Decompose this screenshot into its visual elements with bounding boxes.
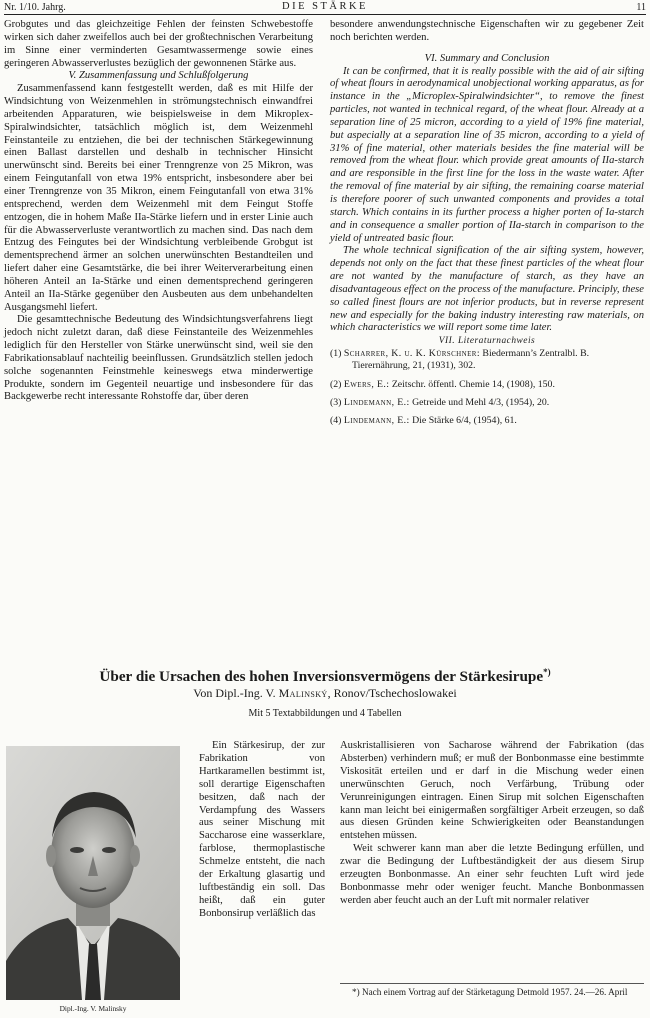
section-heading-6: VI. Summary and Conclusion (424, 52, 550, 64)
author-portrait (6, 746, 180, 1000)
page-header (4, 0, 646, 15)
article-right-column (340, 740, 644, 908)
portrait-caption: Dipl.-Ing. V. Malinsky (59, 1004, 127, 1013)
paragraph-significance: Die gesamttechnische Bedeutung des Windsichtungsverfahrens liegt jedoch nicht zuletzt daran, daß diese Feinstanteile des Weizenmehles lediglich für den Hersteller von Stärke unerwünscht sind, weil sie den Fabrikationsablauf nachteilig beeinflussen. Grundsätzlich stellen jedoch solche sogenannten Feinstmehle keineswegs etwa minderwertige Produkte, sondern im Gegenteil neuartige und insbesondere für das Backgewerbe recht interessante Rohstoffe dar, über deren (4, 314, 313, 403)
article-author: Von Dipl.-Ing. V. Malinský, Ronov/Tschechoslowakei (193, 686, 457, 700)
article-paragraph-1: Auskristallisieren von Sacharose während der Fabrikation (das Absterben) verhindern muß; er muß der Bonbonmasse eine bestimmte Viskosität erteilen und er darf in die Mischung weder einen unerwünschten Geruch, noch Verfärbung, Trübung oder Verunreinigungen eintragen. Einen Sirup mit solchen Eigenschaften kann man leicht bei einigermaßen sorgfältiger Arbeit erzeugen, so daß aus diesen Gründen keine Schwierigkeiten oder Beanstandungen entstehen müssen. (340, 740, 644, 842)
reference-item: (4) Lindemann, E.: Die Stärke 6/4, (1954), 61. (330, 414, 517, 426)
article-intro-paragraph: Ein Stärkesirup, der zur Fabrikation von Hartkaramellen bestimmt ist, soll derartige Eigenschaften besitzen, daß nach der Verdampfung des Wassers aus seiner Mischung mit Saccharose eine wasserklare, farblose, thermoplastische Schmelze entsteht, die nach der Erkaltung glasartig und luftbeständig ein soll. Das heißt, daß ein guter Bonbonsirup verläßlich das (199, 740, 325, 919)
right-column (330, 19, 644, 433)
reference-list (330, 348, 644, 427)
author-name: Malinský (278, 686, 328, 700)
section-heading-5: V. Zusammenfassung und Schlußfolgerung (68, 70, 249, 82)
left-column (4, 19, 313, 404)
reference-item: (2) Ewers, E.: Zeitschr. öffentl. Chemie 14, (1908), 150. (330, 378, 555, 390)
reference-item: (1) Scharrer, K. u. K. Kürschner: Biedermann’s Zentralbl. B. Tierernährung, 21, (1931), 302. (330, 348, 590, 372)
journal-title: DIE STÄRKE (282, 1, 368, 12)
paragraph-summary: Zusammenfassend kann festgestellt werden, daß es mit Hilfe der Windsichtung von Weizenmehlen in strömungstechnisch einwandfrei arbeitenden Apparaturen, wie beispielsweise in dem Mikroplex-Spiralwindsichter, tatsächlich möglich ist, dem Weizenmehl Feinstanteile zu entziehen, die bei der technischen Stärkegewinnung einen Ballast darstellen und deshalb in technischer Hinsicht unerwünscht sind. Bereits bei einer Trenngrenze von 25 Mikron, was einem Feingutanfall von etwa 19% entspricht, insbesondere aber bei einer Trenngrenze von 35 Mikron, einem Feingutanfall von etwa 31% entsprechend, werden dem Weizenmehl mit dem Feingut Stoffe entzogen, die in hohem Maße IIa-Stärke liefern und in erster Linie auch für die Abwasserverluste verantwortlich zu machen sind. Das nach dem Entzug des Feingutes bei der Windsichtung verbleibende Grobgut ist dementsprechend ärmer an solchen unerwünschten Bestandteilen und liefert daher eine Gesamtstärke, die bei ihrer Weiterverarbeitung einen höheren Anteil an Ia-Stärke und einen dementsprechend geringeren Anteil an IIa-Stärke gegenüber den Ausbeuten aus dem unbehandelten Ausgangsmehl liefert. (4, 83, 313, 313)
article-subtitle: Mit 5 Textabbildungen und 4 Tabellen (248, 708, 402, 719)
paragraph-summary-english: It can be confirmed, that it is really possible with the aid of air sifting of wheat flours in aerodynamical unobjectional working apparatus, as for instance in the „Microplex-Spiralwindsichter“, to remove the finest particles, not wanted in technical regard, of the wheat flour. Already at a separation line of 25 micron, according to a yield of 19% fine material, but aspecially at a separation line of 35 micron, according to a yield of 31% of fine material, other materials besides the fine material will be removed from the wheat flour. which provide great amounts of IIa-starch and are responsible in the first line for the loss in the waste water. After the removal of fine material by air sifting, the remaining coarse material is therefore poorer of such unwanted components and provides a total starch. Which contains in its further process a higher porten of Ia-starch and in consequence a smaller portion of IIa-starch in comparison to the yield of untreated basic flour. (330, 65, 644, 244)
article-footnote: *) Nach einem Vortrag auf der Stärketagung Detmold 1957. 24.—26. April (340, 983, 644, 999)
references-heading: VII. Literaturnachweis (438, 336, 536, 347)
paragraph-continuation-right: besondere anwendungstechnische Eigenschaften wir zu gegebener Zeit noch berichten werden. (330, 19, 644, 43)
reference-item: (3) Lindemann, E.: Getreide und Mehl 4/3, (1954), 20. (330, 396, 550, 408)
paragraph-significance-english: The whole technical signification of the air sifting system, however, depends not only on the fact that these finest particles of the wheat flour are not wanted by the manufacture of starch, as they have an disadvantageous effect on the process of the manufacture. Principly, these so called finest flours are not inferior products, but in reverse represent new and especially for the baking industry interesting raw materials, on which characteristics we will report some time later. (330, 245, 644, 334)
title-footnote-mark: *) (543, 667, 551, 677)
article-middle-column (199, 740, 325, 921)
page-number: 11 (636, 2, 646, 13)
article-title: Über die Ursachen des hohen Inversionsvermögens der Stärkesirupe*) (99, 667, 551, 686)
issue-number: Nr. 1/10. Jahrg. (4, 2, 66, 13)
paragraph-continuation: Grobgutes und das gleichzeitige Fehlen der feinsten Schwebestoffe wirken sich daher zweifellos auch bei der großtechnischen Verarbeitung im Sinne einer verminderten Gesamtwassermenge sowie eines geringeren Abwasserverlustes bezüglich der gewonnenen Stärke aus. (4, 19, 313, 69)
article-paragraph-2: Weit schwerer kann man aber die letzte Bedingung erfüllen, und zwar die Bedingung der Luftbeständigkeit der aus diesem Sirup erzeugten Bonbonmasse. An einer sehr feuchten Luft wird jede Bonbonmasse mehr oder weniger feucht. Manche Bonbonmassen werden aber feucht auch an der Luft mit normaler relativer (340, 843, 644, 906)
